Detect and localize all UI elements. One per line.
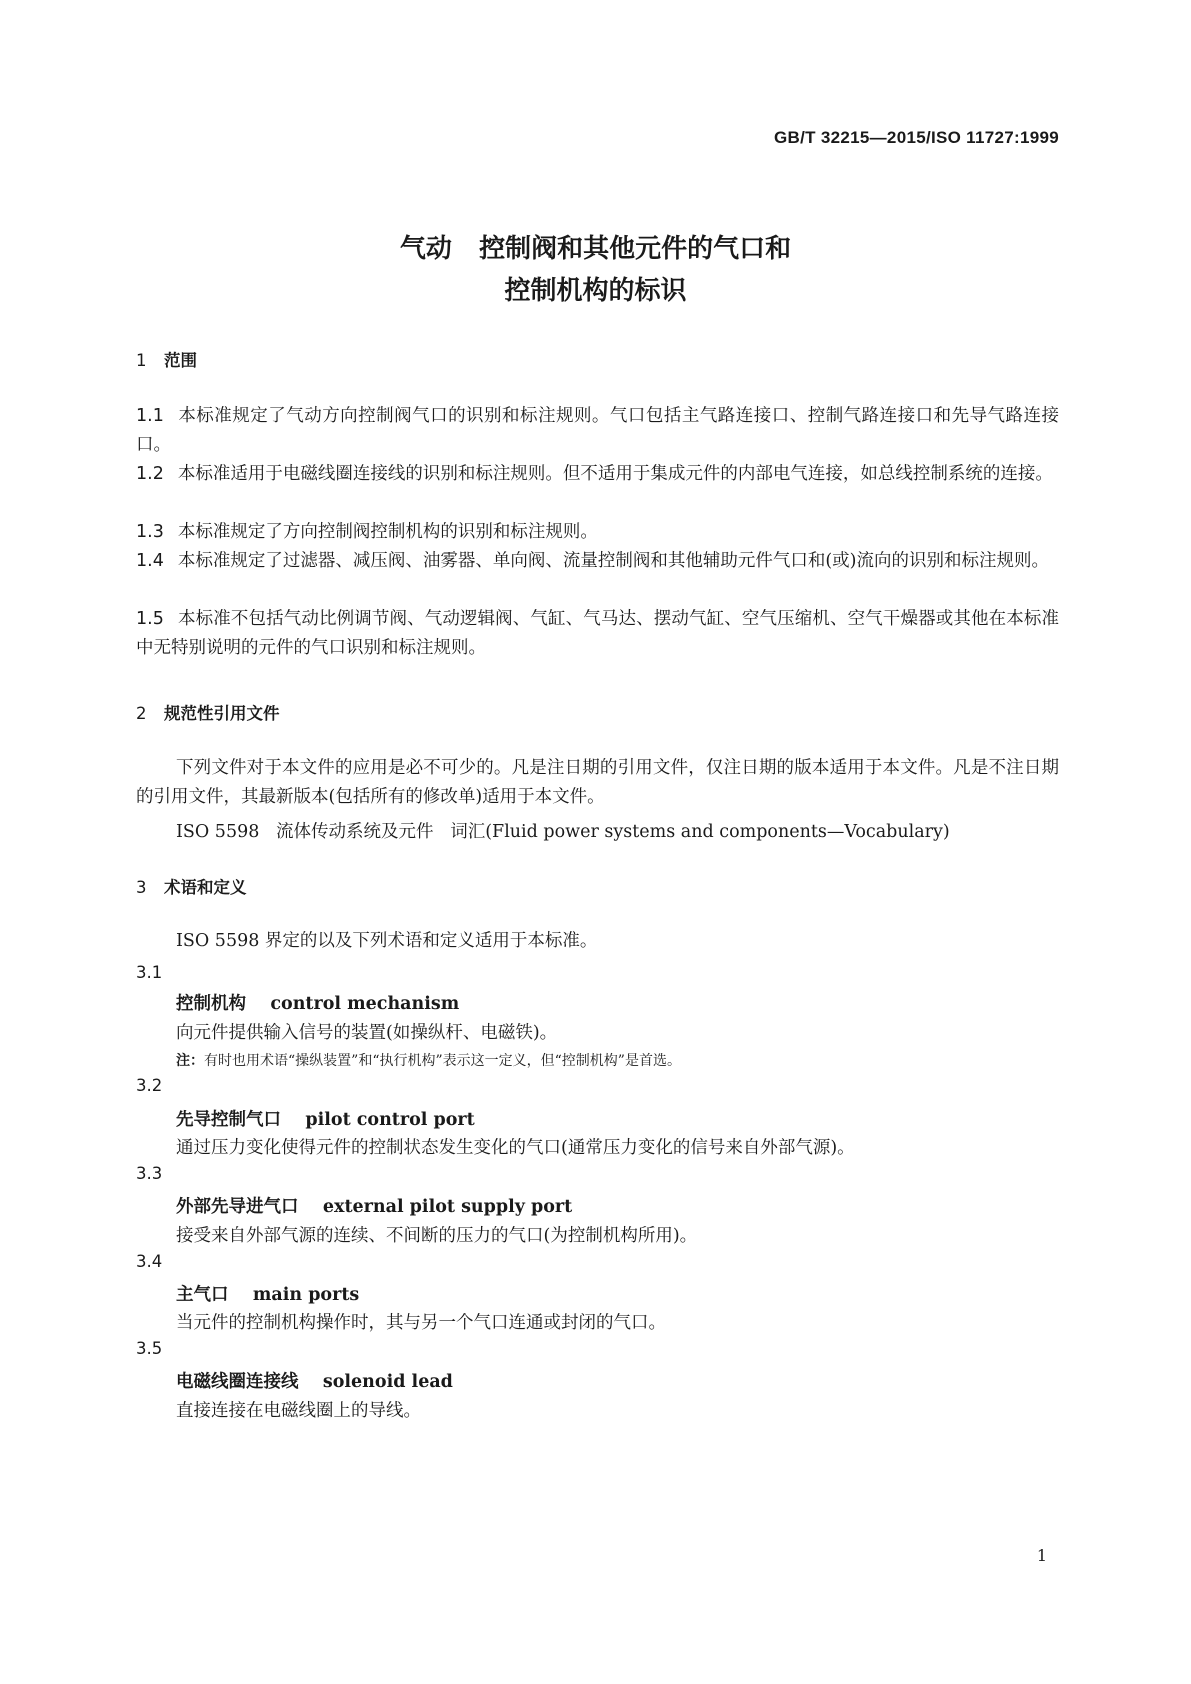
clause-text: 本标准规定了过滤器、减压阀、油雾器、单向阀、流量控制阀和其他辅助元件气口和(或)流向的识别和标注规则。	[177, 551, 1049, 571]
clause-number: 1.1	[136, 406, 164, 426]
term-en: control mechanism	[270, 994, 460, 1014]
term-note	[176, 1050, 681, 1070]
term-zh: 外部先导进气口	[176, 1197, 299, 1217]
term-number: 3.5	[136, 1339, 163, 1358]
section-title: 术语和定义	[164, 878, 247, 897]
clause-number: 1.2	[136, 464, 164, 484]
term-3-1-name	[176, 990, 459, 1015]
term-3-2-name	[176, 1106, 475, 1131]
term-zh: 电磁线圈连接线	[176, 1372, 299, 1392]
section-title: 范围	[164, 351, 197, 370]
page-number: 1	[1036, 1546, 1047, 1565]
clause-1-1	[136, 402, 1059, 460]
term-en: pilot control port	[305, 1110, 475, 1130]
term-zh: 主气口	[176, 1285, 229, 1305]
term-definition: 当元件的控制机构操作时，其与另一个气口连通或封闭的气口。	[176, 1313, 666, 1333]
clause-1-2	[136, 460, 1059, 489]
term-definition: 通过压力变化使得元件的控制状态发生变化的气口(通常压力变化的信号来自外部气源)。	[176, 1138, 855, 1158]
term-en: solenoid lead	[322, 1372, 453, 1392]
section-1-heading	[136, 347, 197, 371]
section-number: 2	[136, 704, 147, 723]
section-3-intro: ISO 5598 界定的以及下列术语和定义适用于本标准。	[176, 931, 598, 951]
term-en: main ports	[252, 1285, 360, 1305]
term-definition: 直接连接在电磁线圈上的导线。	[176, 1401, 421, 1421]
clause-1-3	[136, 518, 1059, 547]
term-definition: 接受来自外部气源的连续、不间断的压力的气口(为控制机构所用)。	[176, 1226, 698, 1246]
term-en: external pilot supply port	[322, 1197, 573, 1217]
term-number: 3.2	[136, 1076, 163, 1095]
document-title	[0, 228, 1191, 312]
clause-number: 1.5	[136, 609, 164, 629]
section-number: 1	[136, 351, 147, 370]
term-number: 3.4	[136, 1252, 163, 1271]
term-3-4-name	[176, 1281, 359, 1306]
section-title: 规范性引用文件	[164, 704, 280, 723]
clause-number: 1.4	[136, 551, 164, 571]
section-number: 3	[136, 878, 147, 897]
term-zh: 控制机构	[176, 994, 246, 1014]
section-3-heading	[136, 874, 247, 898]
standard-code: GB/T 32215—2015/ISO 11727:1999	[774, 128, 1059, 147]
term-3-5-name	[176, 1368, 453, 1393]
clause-number: 1.3	[136, 522, 164, 542]
term-definition: 向元件提供输入信号的装置(如操纵杆、电磁铁)。	[176, 1023, 558, 1043]
term-zh: 先导控制气口	[176, 1110, 281, 1130]
title-line-1: 气动 控制阀和其他元件的气口和	[399, 234, 792, 264]
term-3-3-name	[176, 1193, 572, 1218]
clause-text: 本标准规定了气动方向控制阀气口的识别和标注规则。气口包括主气路连接口、控制气路连接口和先导气路连接口。	[136, 406, 1059, 455]
note-label: 注：	[176, 1053, 204, 1069]
clause-text: 本标准规定了方向控制阀控制机构的识别和标注规则。	[177, 522, 598, 542]
clause-text: 本标准不包括气动比例调节阀、气动逻辑阀、气缸、气马达、摆动气缸、空气压缩机、空气干燥器或其他在本标准中无特别说明的元件的气口识别和标注规则。	[136, 609, 1059, 658]
term-number: 3.3	[136, 1164, 163, 1183]
normative-reference: ISO 5598 流体传动系统及元件 词汇(Fluid power systems and components—Vocabulary)	[176, 822, 950, 842]
clause-text: 本标准适用于电磁线圈连接线的识别和标注规则。但不适用于集成元件的内部电气连接，如总线控制系统的连接。	[177, 464, 1053, 484]
clause-1-4	[136, 547, 1059, 576]
term-number: 3.1	[136, 963, 163, 982]
note-text: 有时也用术语“操纵装置”和“执行机构”表示这一定义，但“控制机构”是首选。	[204, 1053, 681, 1069]
clause-1-5	[136, 605, 1059, 663]
title-line-2: 控制机构的标识	[504, 276, 687, 306]
section-2-intro: 下列文件对于本文件的应用是必不可少的。凡是注日期的引用文件，仅注日期的版本适用于本文件。凡是不注日期的引用文件，其最新版本(包括所有的修改单)适用于本文件。	[136, 758, 1059, 807]
section-2-heading	[136, 700, 280, 724]
